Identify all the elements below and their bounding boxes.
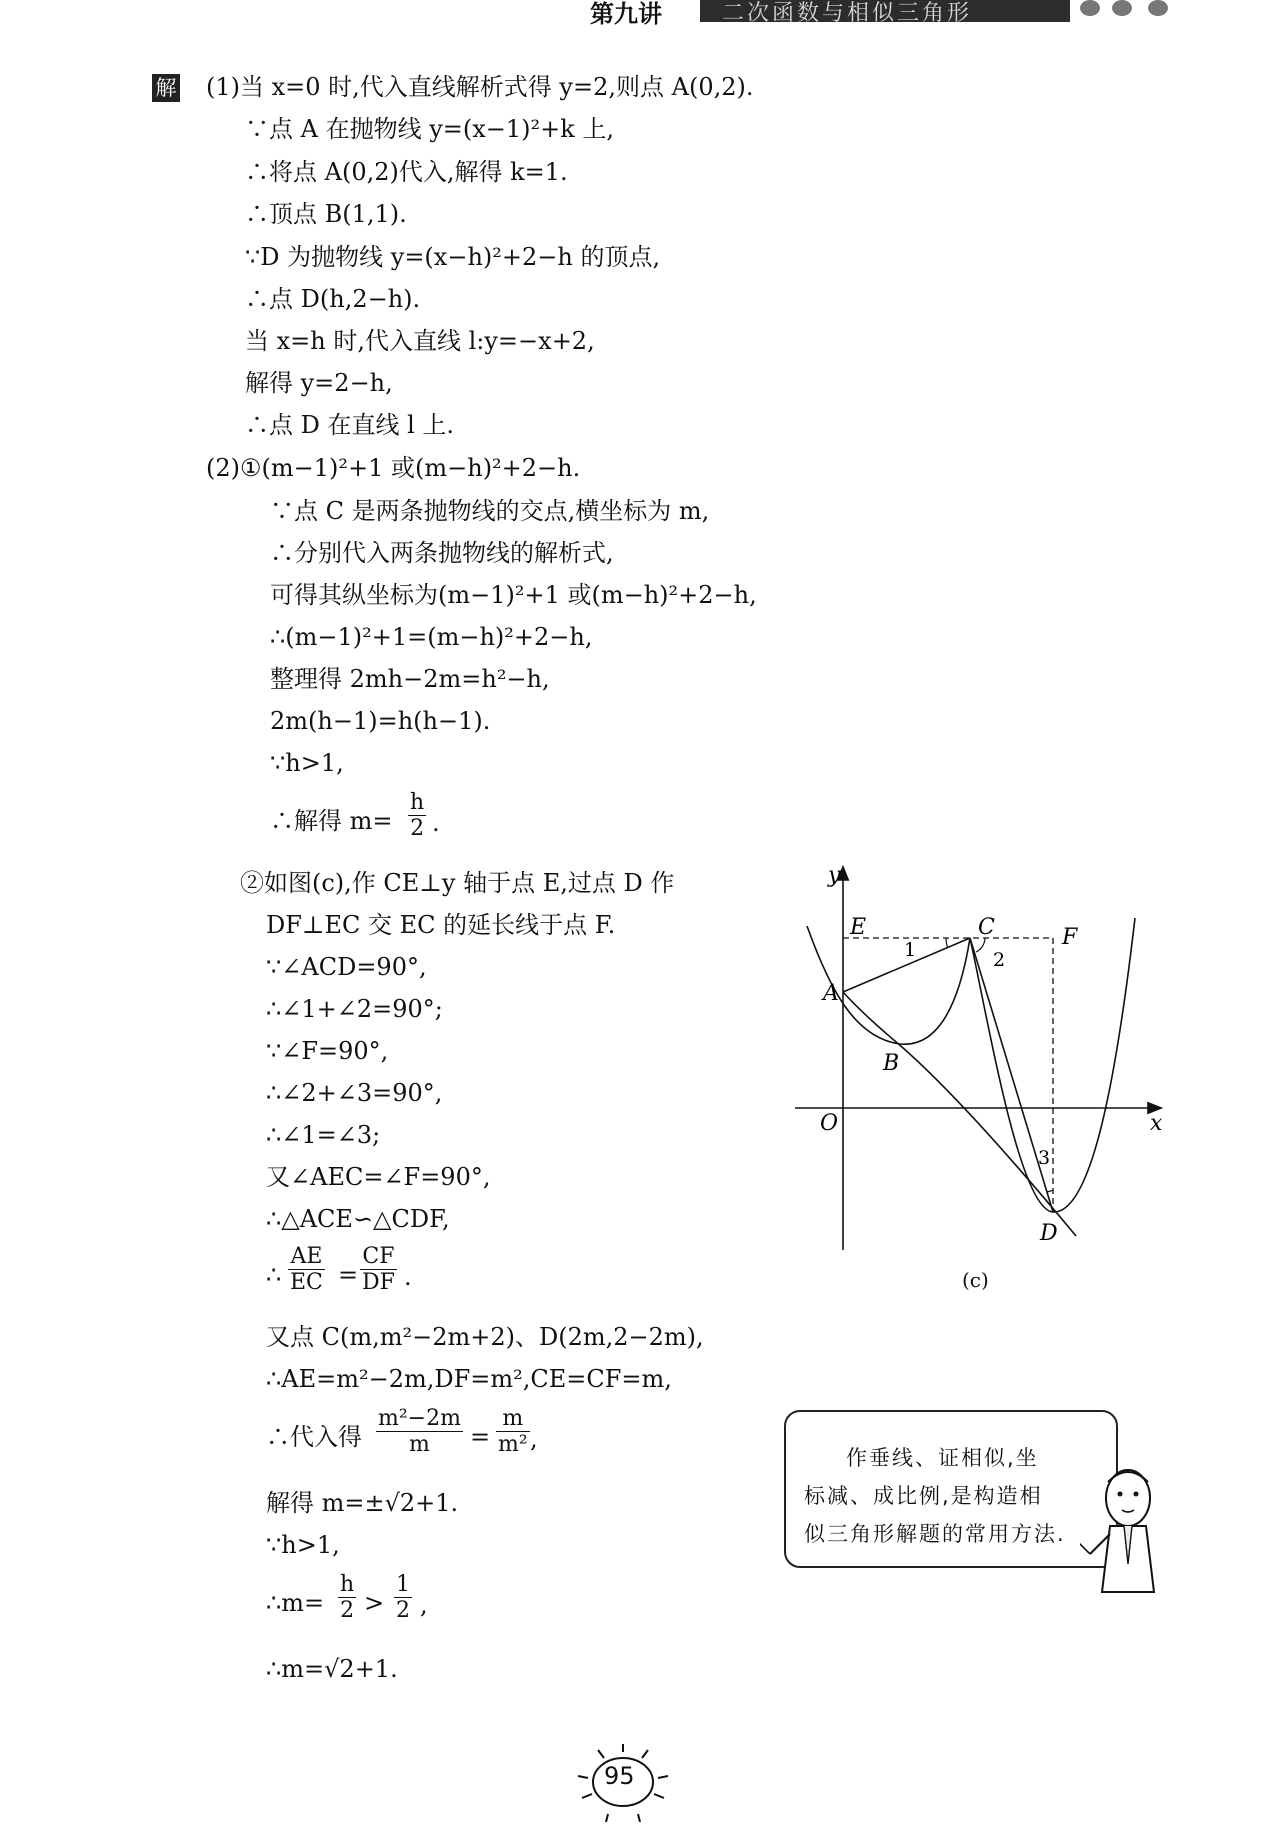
fraction-operator: = xyxy=(470,1423,491,1451)
tip-line: 作垂线、证相似,坐 xyxy=(846,1446,1039,1470)
solution-line: ∴∠2+∠3=90°, xyxy=(266,1079,443,1107)
solution-line: ∵h>1, xyxy=(266,1531,340,1559)
parabola-figure xyxy=(780,860,1180,1260)
fraction-substitution-right xyxy=(496,1406,530,1457)
solution-line: 解得 y=2−h, xyxy=(245,369,393,397)
header-decoration xyxy=(1148,0,1168,16)
solution-line: ∴AE=m²−2m,DF=m²,CE=CF=m, xyxy=(266,1365,672,1393)
fraction-numerator: CF xyxy=(360,1244,397,1270)
fraction-operator: = xyxy=(338,1261,359,1289)
fraction-denominator: 2 xyxy=(410,816,425,841)
solution-line: ∵点 C 是两条抛物线的交点,横坐标为 m, xyxy=(270,497,710,525)
solution-line: 2m(h−1)=h(h−1). xyxy=(270,707,491,735)
solution-line: ∴m= xyxy=(266,1589,325,1617)
solution-line: ∵∠F=90°, xyxy=(266,1037,389,1065)
point-a-label: A xyxy=(823,981,839,1006)
solution-line: DF⊥EC 交 EC 的延长线于点 F. xyxy=(266,911,616,939)
fraction-denominator: DF xyxy=(362,1270,395,1295)
line-l xyxy=(843,992,1076,1236)
solution-line: ∴点 D(h,2−h). xyxy=(245,285,421,313)
angle-1-label: 1 xyxy=(904,939,917,961)
fraction-denominator: m² xyxy=(498,1432,528,1457)
chapter-subtitle: 二次函数与相似三角形 xyxy=(722,1,973,26)
solution-line: 整理得 2mh−2m=h²−h, xyxy=(270,665,550,693)
fraction-ae-ec xyxy=(288,1244,325,1295)
solution-line: 又∠AEC=∠F=90°, xyxy=(266,1163,491,1191)
fraction-denominator: EC xyxy=(290,1270,323,1295)
point-f-label: F xyxy=(1062,925,1078,950)
x-axis-label: x xyxy=(1150,1111,1163,1136)
solution-line: ∴∠1+∠2=90°; xyxy=(266,995,443,1023)
solution-line: (1)当 x=0 时,代入直线解析式得 y=2,则点 A(0,2). xyxy=(206,73,754,101)
point-d-label: D xyxy=(1040,1221,1058,1246)
angle-2-label: 2 xyxy=(993,949,1006,971)
fraction-denominator: 2 xyxy=(340,1598,355,1623)
angle-2-arc xyxy=(976,938,985,952)
point-e-label: E xyxy=(850,915,867,940)
solution-line: ∴顶点 B(1,1). xyxy=(245,200,407,228)
origin-label: O xyxy=(820,1111,839,1136)
solution-line: 可得其纵坐标为(m−1)²+1 或(m−h)²+2−h, xyxy=(270,581,757,609)
solution-line: ∴将点 A(0,2)代入,解得 k=1. xyxy=(245,158,568,186)
solution-line: ∴△ACE∽△CDF, xyxy=(266,1205,450,1233)
solution-line: ∴m=√2+1. xyxy=(266,1655,398,1683)
solution-line: ∵∠ACD=90°, xyxy=(266,953,427,981)
page-number: 95 xyxy=(604,1762,635,1790)
solution-line: ∴∠1=∠3; xyxy=(266,1121,381,1149)
fraction-m-value xyxy=(408,790,426,841)
solution-line: ∴点 D 在直线 l 上. xyxy=(245,411,455,439)
solution-line: ∴(m−1)²+1=(m−h)²+2−h, xyxy=(270,623,593,651)
point-b-label: B xyxy=(883,1051,900,1076)
solution-line: ∵h>1, xyxy=(270,749,344,777)
solution-line: ∵D 为抛物线 y=(x−h)²+2−h 的顶点, xyxy=(245,243,661,271)
fraction-h-over-2 xyxy=(338,1572,356,1623)
solution-line: ②如图(c),作 CE⊥y 轴于点 E,过点 D 作 xyxy=(240,869,675,897)
fraction-numerator: m xyxy=(496,1406,530,1432)
figure-caption: (c) xyxy=(962,1268,989,1292)
point-c-label: C xyxy=(978,915,995,940)
fraction-substitution-left xyxy=(376,1406,463,1457)
tip-box xyxy=(784,1410,1118,1568)
header-decoration xyxy=(1112,0,1132,16)
fraction-numerator: h xyxy=(410,790,425,815)
fraction-operator: > xyxy=(364,1589,385,1617)
solution-line: ∴解得 m= xyxy=(270,807,393,835)
fraction-suffix: . xyxy=(432,809,440,837)
solution-line: 当 x=h 时,代入直线 l:y=−x+2, xyxy=(245,327,595,355)
angle-3-label: 3 xyxy=(1038,1147,1051,1169)
solution-mark: 解 xyxy=(152,74,180,102)
fraction-suffix: . xyxy=(404,1263,412,1291)
solution-line: ∴代入得 xyxy=(266,1423,362,1451)
fraction-numerator: m²−2m xyxy=(378,1406,461,1431)
fraction-denominator: 2 xyxy=(396,1598,410,1623)
solution-line: 又点 C(m,m²−2m+2)、D(2m,2−2m), xyxy=(266,1323,704,1351)
fraction-suffix: , xyxy=(420,1591,428,1619)
tip-line: 标减、成比例,是构造相 xyxy=(804,1484,1043,1508)
fraction-one-half xyxy=(394,1572,412,1623)
y-axis-label: y xyxy=(828,863,841,888)
teacher-illustration xyxy=(1080,1460,1170,1600)
fraction-denominator: m xyxy=(409,1432,430,1457)
solution-line: (2)①(m−1)²+1 或(m−h)²+2−h. xyxy=(206,454,581,482)
solution-line: 解得 m=±√2+1. xyxy=(266,1489,459,1517)
segment-cd xyxy=(970,938,1053,1212)
angle-3-arc xyxy=(1047,1190,1053,1192)
fraction-cf-df xyxy=(360,1244,397,1295)
solution-line: ∴ xyxy=(266,1261,282,1289)
fraction-numerator: 1 xyxy=(396,1572,410,1597)
chapter-title: 第九讲 xyxy=(590,0,662,28)
header-decoration xyxy=(1080,0,1100,16)
fraction-numerator: h xyxy=(340,1572,355,1597)
fraction-suffix: , xyxy=(530,1425,538,1453)
angle-1-arc xyxy=(946,938,948,948)
solution-line: ∵点 A 在抛物线 y=(x−1)²+k 上, xyxy=(245,115,615,143)
solution-line: ∴分别代入两条抛物线的解析式, xyxy=(270,539,614,567)
fraction-numerator: AE xyxy=(288,1244,325,1270)
tip-line: 似三角形解题的常用方法. xyxy=(804,1522,1066,1546)
